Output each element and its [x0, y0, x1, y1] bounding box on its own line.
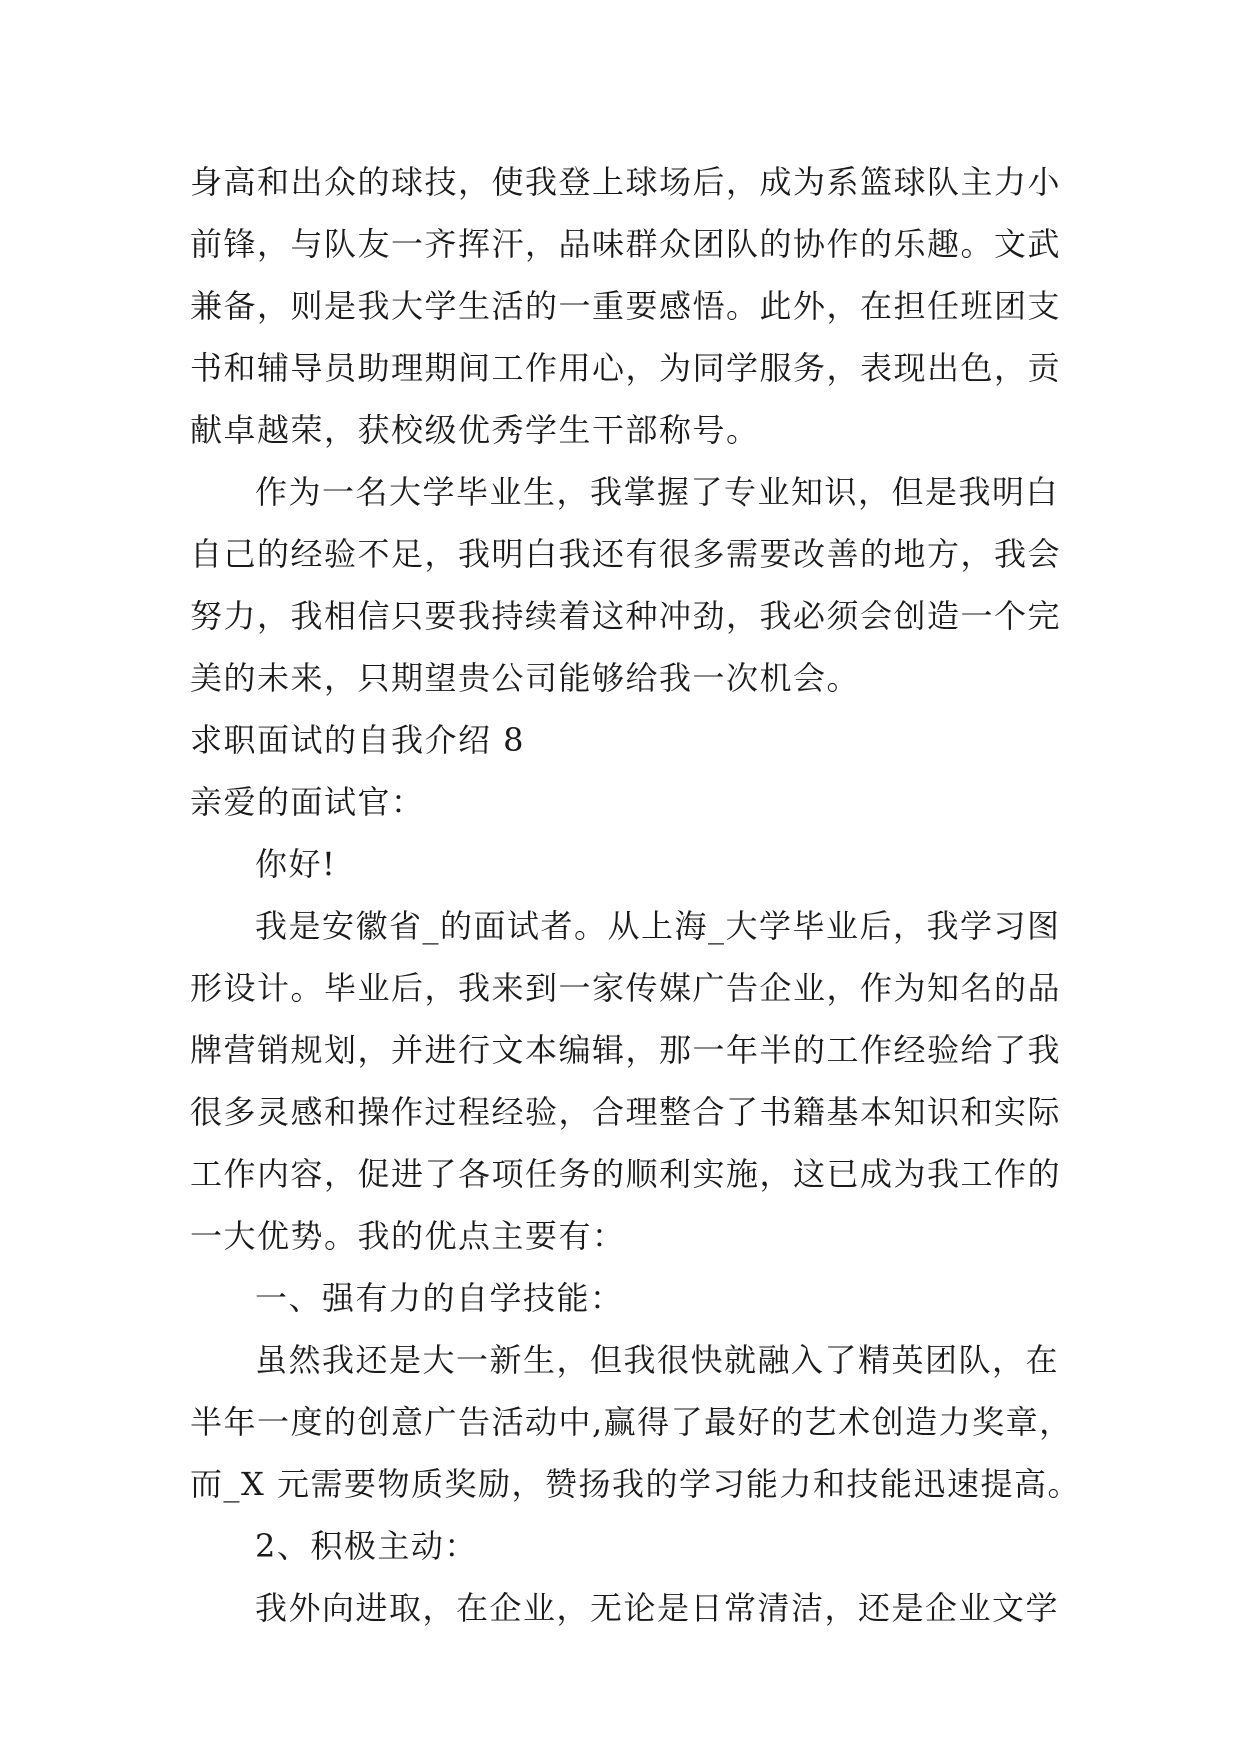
paragraph-start-line: 我是安徽省_的面试者。从上海_大学毕业后，我学习图 — [255, 907, 1061, 945]
text-line: 努力，我相信只要我持续着这种冲劲，我必须会创造一个完 — [190, 597, 1062, 635]
text-line: 很多灵感和操作过程经验，合理整合了书籍基本知识和实际 — [190, 1093, 1062, 1131]
text-line: 自己的经验不足，我明白我还有很多需要改善的地方，我会 — [190, 535, 1062, 573]
list-heading: 一、强有力的自学技能： — [255, 1279, 624, 1317]
text-line: 美的未来，只期望贵公司能够给我一次机会。 — [190, 659, 861, 697]
text-line: 献卓越荣，获校级优秀学生干部称号。 — [190, 411, 760, 449]
text-line: 身高和出众的球技，使我登上球场后，成为系篮球队主力小 — [190, 163, 1062, 201]
greeting: 你好! — [255, 845, 337, 883]
text-line: 半年一度的创意广告活动中,赢得了最好的艺术创造力奖章， — [190, 1403, 1073, 1441]
list-heading: 2、积极主动： — [255, 1527, 478, 1565]
section-title: 求职面试的自我介绍 8 — [190, 721, 526, 759]
text-line: 而_X 元需要物质奖励，赞扬我的学习能力和技能迅速提高。 — [190, 1465, 1081, 1503]
text-line: 形设计。毕业后，我来到一家传媒广告企业，作为知名的品 — [190, 969, 1062, 1007]
text-line: 工作内容，促进了各项任务的顺利实施，这已成为我工作的 — [190, 1155, 1062, 1193]
text-line: 前锋，与队友一齐挥汗，品味群众团队的协作的乐趣。文武 — [190, 225, 1062, 263]
text-line: 兼备，则是我大学生活的一重要感悟。此外，在担任班团支 — [190, 287, 1062, 325]
paragraph-start-line: 我外向进取，在企业，无论是日常清洁，还是企业文学 — [255, 1589, 1060, 1627]
paragraph-start-line: 作为一名大学毕业生，我掌握了专业知识，但是我明白 — [255, 473, 1060, 511]
text-line: 牌营销规划，并进行文本编辑，那一年半的工作经验给了我 — [190, 1031, 1062, 1069]
text-line: 书和辅导员助理期间工作用心，为同学服务，表现出色，贡 — [190, 349, 1062, 387]
paragraph-start-line: 虽然我还是大一新生，但我很快就融入了精英团队，在 — [255, 1341, 1060, 1379]
text-line: 一大优势。我的优点主要有： — [190, 1217, 626, 1255]
salutation: 亲爱的面试官： — [190, 783, 425, 821]
